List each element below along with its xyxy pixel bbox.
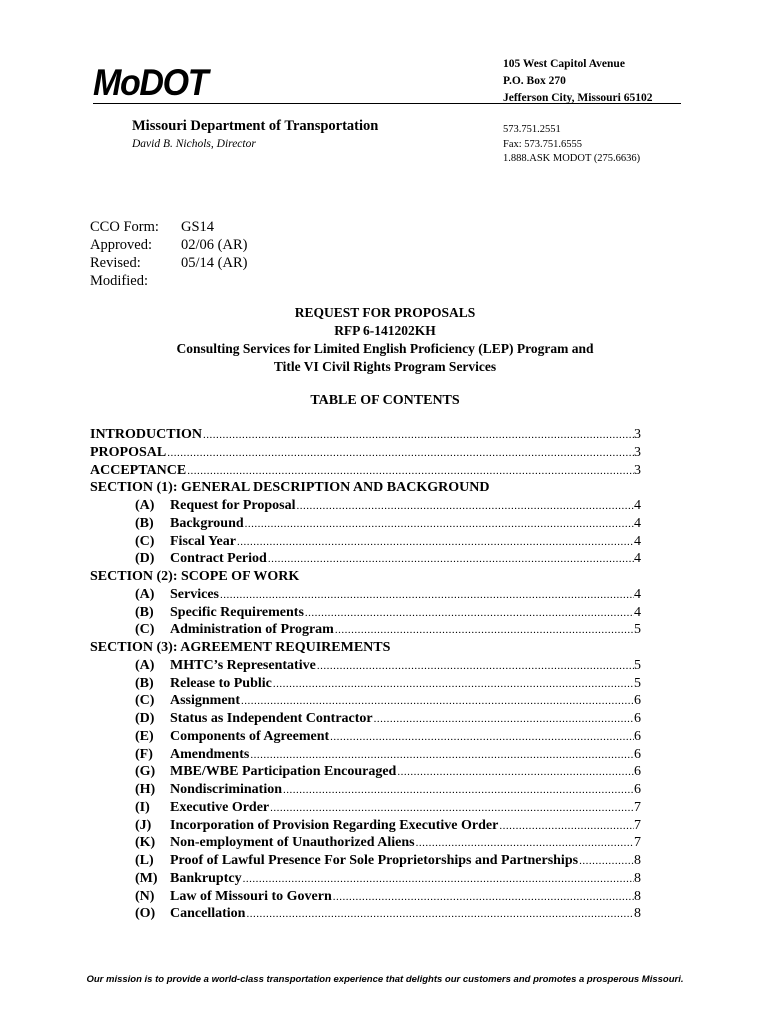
toc-dot-leader xyxy=(283,784,634,796)
toc-entry-page: 5 xyxy=(634,657,641,673)
document-title xyxy=(90,304,680,376)
department-name: Missouri Department of Transportation xyxy=(132,118,379,134)
mailing-address xyxy=(503,56,652,107)
toc-entry-page: 6 xyxy=(634,746,641,762)
toc-dot-leader xyxy=(220,589,634,601)
toc-entry-title: Fiscal Year xyxy=(170,533,236,549)
toc-entry xyxy=(90,764,641,782)
toc-entry xyxy=(90,782,641,800)
toc-entry-page: 4 xyxy=(634,498,641,513)
form-metadata xyxy=(90,218,247,290)
toc-entry xyxy=(90,445,641,463)
toll-free-number: 1.888.ASK MODOT (275.6636) xyxy=(503,153,641,164)
toc-entry xyxy=(90,747,641,765)
table-of-contents xyxy=(90,427,641,924)
toc-entry-title: PROPOSAL xyxy=(90,444,167,460)
toc-dot-leader xyxy=(416,837,634,849)
header-divider xyxy=(93,103,681,104)
toc-entry-letter: (L) xyxy=(135,853,154,868)
toc-entry xyxy=(90,516,641,534)
form-meta-row xyxy=(90,236,247,254)
toc-entry xyxy=(90,871,641,889)
toc-entry xyxy=(90,818,641,836)
toc-entry-page: 3 xyxy=(634,462,641,478)
toc-entry-page: 4 xyxy=(634,551,641,567)
toc-dot-leader xyxy=(268,553,634,565)
toc-entry xyxy=(90,658,641,676)
toc-entry-letter: (A) xyxy=(135,586,155,602)
toc-dot-leader xyxy=(579,855,634,867)
toc-dot-leader xyxy=(243,873,634,885)
toc-entry-letter: (G) xyxy=(135,764,156,780)
toc-heading: TABLE OF CONTENTS xyxy=(310,393,460,408)
toc-entry-page: 6 xyxy=(634,711,641,726)
toc-entry xyxy=(90,835,641,853)
toc-entry-letter: (H) xyxy=(135,782,156,797)
toc-entry xyxy=(90,498,641,516)
toc-entry-title: SECTION (2): SCOPE OF WORK xyxy=(90,569,300,584)
toc-entry-page: 4 xyxy=(634,604,641,620)
toc-entry-page: 4 xyxy=(634,586,641,602)
toc-entry-title: Bankruptcy xyxy=(170,870,242,886)
toc-entry-page: 6 xyxy=(634,764,641,780)
toc-entry xyxy=(90,800,641,818)
toc-entry-title: Administration of Program xyxy=(170,622,334,638)
toc-entry-title: SECTION (1): GENERAL DESCRIPTION AND BACKGROUND xyxy=(90,480,490,496)
toc-dot-leader xyxy=(374,713,634,725)
toc-dot-leader xyxy=(203,429,634,441)
toc-entry-letter: (C) xyxy=(135,533,155,549)
toc-entry-letter: (C) xyxy=(135,622,155,638)
toc-entry-title: Law of Missouri to Govern xyxy=(170,888,332,904)
toc-entry xyxy=(90,427,641,445)
toc-entry xyxy=(90,587,641,605)
modot-logo: MoDOT xyxy=(93,62,208,103)
toc-entry-page: 6 xyxy=(634,693,641,709)
title-line: Consulting Services for Limited English Proficiency (LEP) Program and xyxy=(176,341,594,356)
toc-entry-letter: (B) xyxy=(135,604,154,620)
toc-entry-title: Incorporation of Provision Regarding Executive Order xyxy=(170,817,499,833)
toc-entry-title: Amendments xyxy=(170,746,250,762)
toc-entry-title: MBE/WBE Participation Encouraged xyxy=(170,764,397,780)
toc-dot-leader xyxy=(270,802,634,814)
toc-entry-title: Cancellation xyxy=(170,906,246,922)
toc-entry xyxy=(90,622,641,640)
address-line: 105 West Capitol Avenue xyxy=(503,58,625,70)
toc-entry-title: Assignment xyxy=(170,693,241,709)
toc-entry-page: 5 xyxy=(634,675,641,691)
form-meta-row xyxy=(90,254,247,272)
form-meta-value: 05/14 (AR) xyxy=(181,255,248,271)
toc-entry-page: 4 xyxy=(634,533,641,549)
toc-dot-leader xyxy=(333,891,634,903)
toc-dot-leader xyxy=(330,731,634,743)
toc-entry-page: 4 xyxy=(634,515,641,531)
form-meta-label: Revised: xyxy=(90,255,141,271)
toc-entry-letter: (D) xyxy=(135,551,155,567)
toc-dot-leader xyxy=(250,749,634,761)
toc-entry-title: Executive Order xyxy=(170,799,270,815)
toc-entry xyxy=(90,693,641,711)
form-meta-label: CCO Form: xyxy=(90,219,159,235)
toc-entry-title: INTRODUCTION xyxy=(90,427,203,442)
toc-entry-letter: (O) xyxy=(135,906,156,922)
toc-entry-page: 8 xyxy=(634,906,641,922)
toc-entry xyxy=(90,640,641,658)
toc-entry-letter: (D) xyxy=(135,711,155,726)
toc-dot-leader xyxy=(237,536,634,548)
toc-entry-title: Release to Public xyxy=(170,675,272,691)
toc-entry xyxy=(90,853,641,871)
toc-entry-title: Status as Independent Contractor xyxy=(170,711,373,726)
toc-entry-page: 7 xyxy=(634,799,641,815)
toc-entry-title: Request for Proposal xyxy=(170,498,296,513)
toc-entry xyxy=(90,729,641,747)
toc-entry xyxy=(90,534,641,552)
toc-entry-title: Services xyxy=(170,586,219,602)
toc-dot-leader xyxy=(273,678,634,690)
toc-entry-title: Contract Period xyxy=(170,551,267,567)
toc-dot-leader xyxy=(296,500,634,512)
toc-dot-leader xyxy=(187,465,634,477)
form-meta-label: Modified: xyxy=(90,273,148,289)
toc-entry-letter: (N) xyxy=(135,888,155,904)
toc-entry-page: 5 xyxy=(634,622,641,638)
title-line: REQUEST FOR PROPOSALS xyxy=(294,305,476,320)
toc-entry-page: 6 xyxy=(634,728,641,744)
address-line: P.O. Box 270 xyxy=(503,75,566,87)
rfp-number: RFP 6-141202KH xyxy=(334,323,436,338)
toc-entry-title: ACCEPTANCE xyxy=(90,462,187,478)
toc-entry xyxy=(90,569,641,587)
address-line: Jefferson City, Missouri 65102 xyxy=(503,92,653,104)
toc-entry-title: Proof of Lawful Presence For Sole Proprietorships and Partnerships xyxy=(170,853,579,868)
toc-entry-page: 7 xyxy=(634,817,641,833)
toc-entry-page: 6 xyxy=(634,782,641,797)
toc-entry xyxy=(90,463,641,481)
toc-entry-page: 8 xyxy=(634,888,641,904)
toc-entry-page: 3 xyxy=(634,427,641,442)
toc-entry xyxy=(90,889,641,907)
toc-entry-title: Background xyxy=(170,515,244,531)
fax-number: Fax: 573.751.6555 xyxy=(503,138,583,150)
form-meta-value: 02/06 (AR) xyxy=(181,237,248,253)
toc-entry-letter: (M) xyxy=(135,870,158,886)
toc-entry-letter: (K) xyxy=(135,835,156,851)
toc-dot-leader xyxy=(397,766,634,778)
phone-number: 573.751.2551 xyxy=(503,124,561,135)
toc-entry-title: Nondiscrimination xyxy=(170,782,283,797)
toc-entry xyxy=(90,676,641,694)
toc-dot-leader xyxy=(317,660,634,672)
toc-entry-letter: (A) xyxy=(135,657,155,673)
toc-dot-leader xyxy=(335,624,634,636)
toc-entry xyxy=(90,480,641,498)
toc-dot-leader xyxy=(245,518,634,530)
toc-entry-letter: (A) xyxy=(135,498,155,513)
director-name: David B. Nichols, Director xyxy=(132,138,256,150)
toc-entry-page: 3 xyxy=(634,444,641,460)
toc-entry-letter: (B) xyxy=(135,515,154,531)
title-line: Title VI Civil Rights Program Services xyxy=(273,359,497,374)
contact-info xyxy=(503,123,640,167)
mission-statement: Our mission is to provide a world-class transportation experience that delights our customers and promotes a prosperous Missouri. xyxy=(86,974,684,985)
toc-entry xyxy=(90,605,641,623)
form-meta-label: Approved: xyxy=(90,237,153,253)
toc-dot-leader xyxy=(241,695,634,707)
toc-entry xyxy=(90,551,641,569)
toc-entry-page: 8 xyxy=(634,870,641,886)
toc-dot-leader xyxy=(499,820,634,832)
toc-entry-letter: (J) xyxy=(135,817,152,833)
toc-entry-page: 7 xyxy=(634,835,641,851)
toc-dot-leader xyxy=(167,447,634,459)
toc-entry-page: 8 xyxy=(634,853,641,868)
toc-dot-leader xyxy=(305,607,634,619)
toc-entry-title: Non-employment of Unauthorized Aliens xyxy=(170,835,415,851)
toc-entry-title: MHTC’s Representative xyxy=(170,657,316,673)
form-meta-value: GS14 xyxy=(181,219,215,235)
form-meta-row xyxy=(90,218,247,236)
toc-entry-letter: (F) xyxy=(135,746,153,762)
toc-entry-letter: (C) xyxy=(135,693,155,709)
toc-entry-letter: (B) xyxy=(135,675,154,691)
toc-entry xyxy=(90,711,641,729)
toc-dot-leader xyxy=(246,908,634,920)
toc-entry-title: Specific Requirements xyxy=(170,604,304,620)
toc-entry-title: Components of Agreement xyxy=(170,728,330,744)
toc-entry xyxy=(90,906,641,924)
toc-entry-title: SECTION (3): AGREEMENT REQUIREMENTS xyxy=(90,640,391,655)
toc-entry-letter: (I) xyxy=(135,799,150,815)
toc-entry-letter: (E) xyxy=(135,728,154,744)
form-meta-row xyxy=(90,272,247,290)
